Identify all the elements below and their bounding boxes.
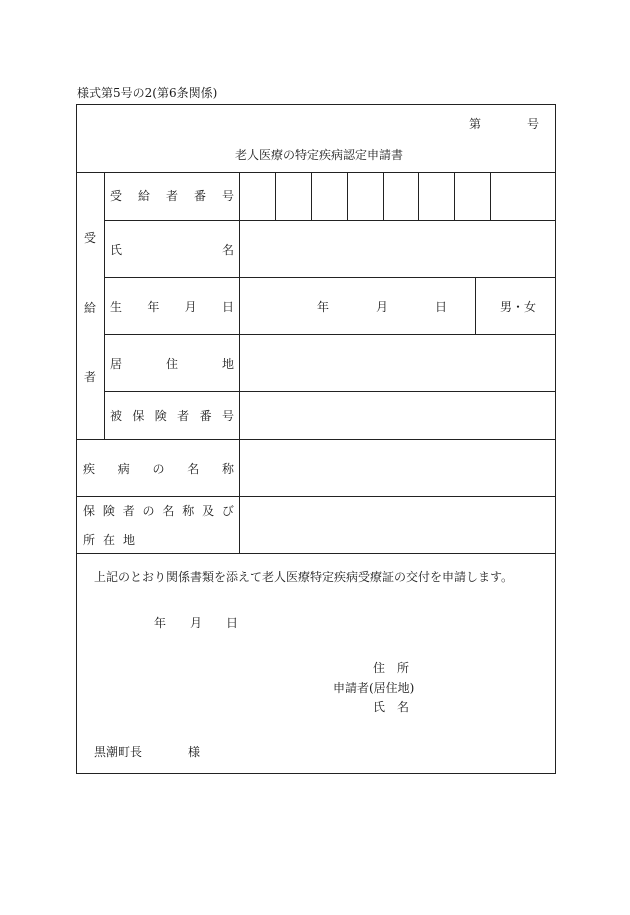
recipient-group-label-2: 給 — [84, 301, 97, 315]
birth-year-label: 年 — [317, 300, 330, 314]
application-statement: 上記のとおり関係書類を添えて老人医療特定疾病受療証の交付を申請します。 — [94, 570, 514, 584]
birth-day-label: 日 — [435, 300, 448, 314]
insured-number-field[interactable] — [240, 392, 554, 439]
birth-month-label: 月 — [376, 300, 389, 314]
applicant-label: 申請者(居住地) — [333, 681, 415, 695]
birth-date-label: 生 年 月 日 — [110, 300, 234, 314]
insurer-field[interactable] — [240, 497, 554, 553]
number-label-go: 号 — [527, 117, 540, 131]
disease-name-field[interactable] — [240, 440, 554, 496]
honorific: 様 — [188, 745, 201, 759]
application-form — [76, 104, 556, 774]
number-label-dai: 第 — [469, 117, 482, 131]
name-label: 氏 名 — [110, 243, 234, 257]
recipient-number-box[interactable] — [455, 173, 489, 220]
recipient-number-box[interactable] — [348, 173, 382, 220]
recipient-number-box[interactable] — [384, 173, 417, 220]
insurer-label-line2: 所 在 地 — [83, 533, 135, 547]
addressee: 黒潮町長 — [94, 745, 143, 759]
date-year-label: 年 — [154, 616, 167, 630]
name-field[interactable] — [240, 221, 554, 277]
date-month-label: 月 — [190, 616, 203, 630]
recipient-group-label-1: 受 — [84, 231, 97, 245]
applicant-name-label: 氏 名 — [373, 700, 410, 714]
address-label: 居 住 地 — [110, 357, 234, 371]
sex-selection[interactable]: 男・女 — [500, 300, 537, 314]
recipient-group-label-3: 者 — [84, 370, 97, 384]
insured-number-label: 被 保 険 者 番 号 — [110, 409, 234, 423]
recipient-number-label: 受 給 者 番 号 — [110, 189, 234, 203]
disease-name-label: 疾 病 の 名 称 — [83, 462, 234, 476]
recipient-number-box[interactable] — [276, 173, 310, 220]
insurer-label-line1: 保 険 者 の 名 称 及 び — [83, 504, 234, 518]
address-field[interactable] — [240, 335, 554, 391]
recipient-number-box[interactable] — [240, 173, 274, 220]
recipient-number-box[interactable] — [419, 173, 453, 220]
applicant-address-label: 住 所 — [373, 661, 410, 675]
recipient-number-box[interactable] — [312, 173, 346, 220]
form-caption: 様式第5号の2(第6条関係) — [77, 86, 218, 100]
date-day-label: 日 — [226, 616, 239, 630]
form-title: 老人医療の特定疾病認定申請書 — [235, 148, 404, 162]
